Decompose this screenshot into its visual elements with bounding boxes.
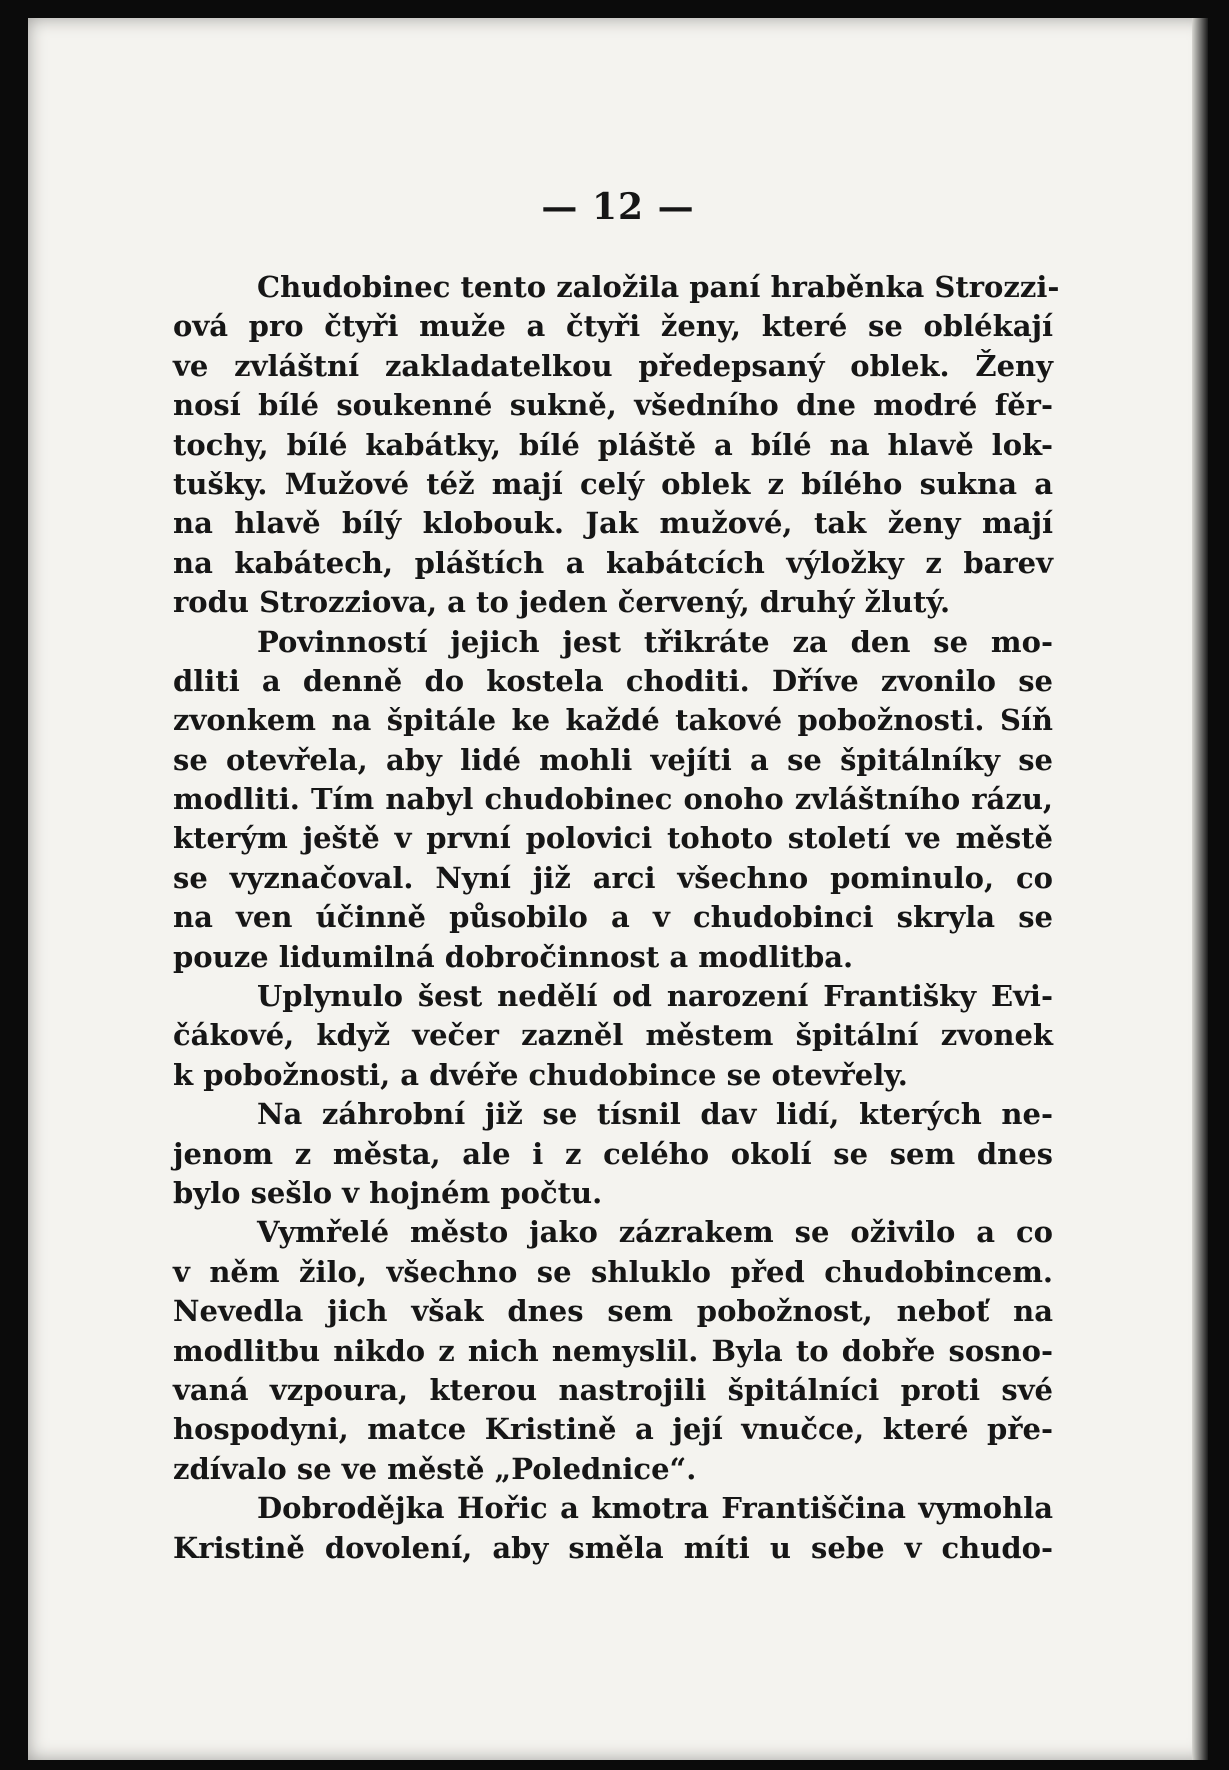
text-line: bylo sešlo v hojném počtu. [173, 1175, 603, 1210]
text-line: vaná vzpoura, kterou nastrojili špitálníci proti své [173, 1372, 1053, 1407]
text-line: tochy, bílé kabátky, bílé pláště a bílé na hlavě lok- [173, 427, 1053, 462]
text-line: na kabátech, pláštích a kabátcích výložky z barev [173, 545, 1053, 580]
text-line: na hlavě bílý klobouk. Jak mužové, tak ženy mají [173, 506, 1053, 541]
text-line: se otevřela, aby lidé mohli vejíti a se špitálníky se [173, 742, 1053, 777]
book-page [28, 18, 1208, 1760]
text-line: Povinností jejich jest třikráte za den se mo- [257, 624, 1053, 659]
text-line: hospodyni, matce Kristině a její vnučce, které pře- [173, 1412, 1053, 1447]
text-line: ve zvláštní zakladatelkou předepsaný oblek. Ženy [173, 348, 1053, 383]
text-line: k pobožnosti, a dvéře chudobince se otevřely. [173, 1057, 908, 1092]
text-line: modlitbu nikdo z nich nemyslil. Byla to dobře sosno- [173, 1333, 1053, 1368]
text-line: Dobrodějka Hořic a kmotra Františčina vymohla [257, 1491, 1053, 1526]
text-line: pouze lidumilná dobročinnost a modlitba. [173, 939, 854, 974]
text-line: dliti a denně do kostela choditi. Dříve zvonilo se [173, 663, 1053, 698]
text-line: modliti. Tím nabyl chudobinec onoho zvláštního rázu, [173, 782, 1053, 817]
text-line: Uplynulo šest nedělí od narození Františky Evi- [257, 979, 1053, 1014]
text-line: ová pro čtyři muže a čtyři ženy, které se oblékají [173, 309, 1053, 344]
text-line: Kristině dovolení, aby směla míti u sebe v chudo- [173, 1530, 1053, 1565]
text-line: jenom z města, ale i z celého okolí se sem dnes [173, 1136, 1053, 1171]
text-line: Na záhrobní již se tísnil dav lidí, kterých ne- [257, 1097, 1053, 1132]
text-line: zdívalo se ve městě „Polednice“. [173, 1451, 697, 1486]
text-line: Nevedla jich však dnes sem pobožnost, neboť na [173, 1294, 1053, 1329]
text-line: Chudobinec tento založila paní hraběnka Strozzi- [257, 270, 1060, 304]
page-number: — 12 — [541, 186, 695, 228]
text-line: v něm žilo, všechno se shluklo před chudobincem. [173, 1254, 1053, 1289]
text-line: se vyznačoval. Nyní již arci všechno pominulo, co [173, 860, 1053, 895]
text-line: nosí bílé soukenné sukně, všedního dne modré fěr- [173, 388, 1053, 423]
text-line: čákové, když večer zazněl městem špitální zvonek [173, 1018, 1053, 1053]
page-body-text [173, 268, 1060, 1568]
text-line: na ven účinně působilo a v chudobinci skryla se [173, 900, 1053, 935]
page-edge-shadow [1192, 18, 1208, 1760]
text-line: kterým ještě v první polovici tohoto století ve městě [173, 821, 1053, 856]
text-line: tušky. Mužové též mají celý oblek z bílého sukna a [173, 466, 1053, 501]
text-line: Vymřelé město jako zázrakem se oživilo a co [257, 1215, 1053, 1250]
text-line: zvonkem na špitále ke každé takové pobožnosti. Síň [173, 703, 1053, 738]
text-line: rodu Strozziova, a to jeden červený, druhý žlutý. [173, 585, 951, 620]
